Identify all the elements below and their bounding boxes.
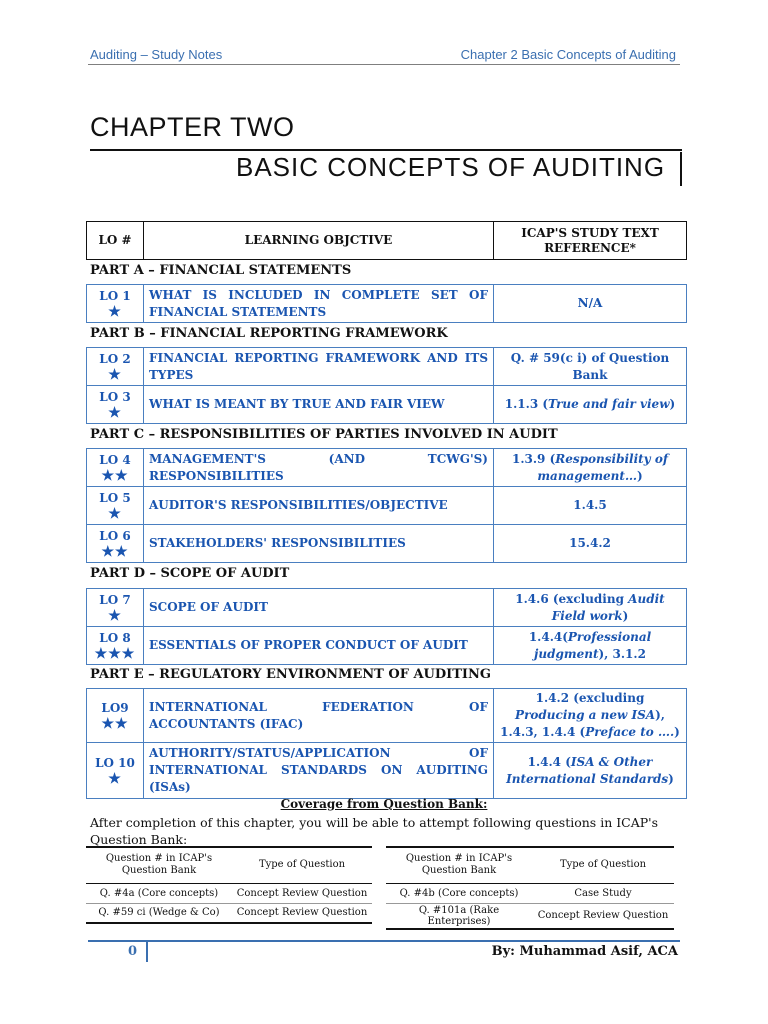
question-number-cell: Q. #101a (Rake Enterprises) <box>386 903 532 929</box>
reference-suffix: ) <box>669 397 676 411</box>
objective-cell: MANAGEMENT'S (AND TCWG'S) RESPONSIBILITIES <box>144 449 494 487</box>
lo-number: LO 7 <box>99 593 131 607</box>
reference-suffix: ) <box>636 468 643 483</box>
table-row <box>87 525 687 563</box>
star-rating-icon: ★ <box>108 771 122 787</box>
table-header-row <box>386 847 674 883</box>
lo-number: LO 6 <box>99 529 131 543</box>
lo-number: LO 5 <box>99 491 131 505</box>
question-number-header: Question # in ICAP's Question Bank <box>86 847 232 883</box>
star-rating-icon: ★★★ <box>94 646 136 662</box>
objective-cell: AUTHORITY/STATUS/APPLICATION OF INTERNATIONAL STANDARDS ON AUDITING (ISAs) <box>144 743 494 799</box>
table-header-row <box>86 847 372 883</box>
star-rating-icon: ★★ <box>101 544 129 560</box>
star-rating-icon: ★ <box>108 405 122 421</box>
table-row <box>87 627 687 665</box>
study-text-reference-header: ICAP'S STUDY TEXT REFERENCE* <box>494 222 687 260</box>
part-a-heading: PART A – FINANCIAL STATEMENTS <box>90 263 352 278</box>
table-row <box>87 487 687 525</box>
star-rating-icon: ★ <box>108 608 122 624</box>
lo-number-header: LO # <box>87 222 144 260</box>
reference-text: 1.4.2 (excluding <box>535 691 645 705</box>
part-c-heading: PART C – RESPONSIBILITIES OF PARTIES INVOLVED IN AUDIT <box>90 427 558 442</box>
reference-text: 1.4.6 (excluding <box>515 591 629 606</box>
objective-cell: ESSENTIALS OF PROPER CONDUCT OF AUDIT <box>144 627 494 665</box>
lo-cell <box>87 386 144 424</box>
reference-italic-line2: Preface to …. <box>585 725 675 739</box>
reference-text: 1.3.9 ( <box>512 451 556 466</box>
question-bank-table-right <box>386 846 674 930</box>
question-number-cell: Q. #4a (Core concepts) <box>86 883 232 903</box>
question-type-header: Type of Question <box>532 847 674 883</box>
reference-cell <box>494 449 687 487</box>
reference-cell <box>494 689 687 743</box>
reference-italic: ISA & Other International Standards <box>506 754 669 786</box>
lo-cell <box>87 348 144 386</box>
question-type-cell: Case Study <box>532 883 674 903</box>
reference-text: 15.4.2 <box>569 536 611 550</box>
footer-divider <box>88 940 680 942</box>
lo-number: LO 10 <box>95 756 135 770</box>
reference-cell <box>494 525 687 563</box>
objective-cell: INTERNATIONAL FEDERATION OF ACCOUNTANTS (IFAC) <box>144 689 494 743</box>
reference-cell <box>494 386 687 424</box>
running-header-left: Auditing – Study Notes <box>90 47 223 62</box>
lo-number: LO 4 <box>99 453 131 467</box>
running-header-right: Chapter 2 Basic Concepts of Auditing <box>460 47 676 62</box>
objective-cell: SCOPE OF AUDIT <box>144 589 494 627</box>
reference-text: 1.4.4( <box>528 629 568 644</box>
table-row <box>86 883 372 903</box>
reference-italic: Professional judgment <box>534 629 652 661</box>
part-d-heading: PART D – SCOPE OF AUDIT <box>90 566 290 581</box>
chapter-title: CHAPTER TWO <box>90 112 295 142</box>
objective-cell: STAKEHOLDERS' RESPONSIBILITIES <box>144 525 494 563</box>
lo-number: LO 3 <box>99 390 131 404</box>
reference-italic: Responsibility of management… <box>537 451 668 483</box>
reference-suffix: ), <box>655 708 665 722</box>
star-rating-icon: ★ <box>108 506 122 522</box>
reference-cell <box>494 627 687 665</box>
lo-number: LO 2 <box>99 352 131 366</box>
objective-cell: WHAT IS INCLUDED IN COMPLETE SET OF FINANCIAL STATEMENTS <box>144 285 494 323</box>
reference-cell <box>494 743 687 799</box>
reference-cell <box>494 487 687 525</box>
reference-suffix: ), 3.1.2 <box>598 646 646 661</box>
table-row <box>87 285 687 323</box>
reference-cell <box>494 348 687 386</box>
learning-objective-header: LEARNING OBJCTIVE <box>144 222 494 260</box>
coverage-title: Coverage from Question Bank: <box>280 797 488 811</box>
question-type-cell: Concept Review Question <box>532 903 674 929</box>
question-type-header: Type of Question <box>232 847 372 883</box>
question-number-header: Question # in ICAP's Question Bank <box>386 847 532 883</box>
objective-cell: WHAT IS MEANT BY TRUE AND FAIR VIEW <box>144 386 494 424</box>
chapter-title-divider <box>90 149 682 151</box>
reference-italic: True and fair view <box>548 397 670 411</box>
star-rating-icon: ★★ <box>101 468 129 484</box>
header-divider <box>88 64 680 65</box>
reference-text: N/A <box>577 296 603 310</box>
objective-cell: AUDITOR'S RESPONSIBILITIES/OBJECTIVE <box>144 487 494 525</box>
chapter-subtitle: BASIC CONCEPTS OF AUDITING <box>236 152 666 182</box>
part-e-table <box>86 688 687 799</box>
objective-cell: FINANCIAL REPORTING FRAMEWORK AND ITS TYPES <box>144 348 494 386</box>
reference-italic: Producing a new ISA <box>515 708 656 722</box>
question-bank-table-left <box>86 846 372 924</box>
table-row <box>386 903 674 929</box>
part-b-heading: PART B – FINANCIAL REPORTING FRAMEWORK <box>90 326 448 341</box>
part-b-table <box>86 347 687 424</box>
question-type-cell: Concept Review Question <box>232 883 372 903</box>
part-c-table <box>86 448 687 563</box>
lo-cell <box>87 525 144 563</box>
star-rating-icon: ★ <box>108 367 122 383</box>
lo-cell <box>87 449 144 487</box>
chapter-subtitle-bar <box>680 152 682 186</box>
table-row <box>87 386 687 424</box>
reference-suffix-line2: ) <box>674 725 680 739</box>
reference-italic: Audit Field work <box>551 591 665 623</box>
part-e-heading: PART E – REGULATORY ENVIRONMENT OF AUDITING <box>90 667 491 682</box>
lo-cell <box>87 589 144 627</box>
reference-cell <box>494 285 687 323</box>
lo-number: LO 1 <box>99 289 131 303</box>
lo-cell <box>87 743 144 799</box>
lo-number: LO9 <box>101 701 129 715</box>
part-d-table <box>86 588 687 665</box>
lo-cell <box>87 285 144 323</box>
table-row <box>87 348 687 386</box>
reference-suffix: ) <box>668 771 674 786</box>
reference-suffix: ) <box>622 608 629 623</box>
footer-page-bar <box>146 940 148 962</box>
lo-cell <box>87 689 144 743</box>
table-row <box>87 743 687 799</box>
reference-cell <box>494 589 687 627</box>
page-number: 0 <box>128 944 138 959</box>
question-number-cell: Q. #4b (Core concepts) <box>386 883 532 903</box>
reference-text-line2: 1.4.3, 1.4.4 ( <box>500 725 586 739</box>
objectives-table-header <box>86 221 687 260</box>
table-row <box>86 903 372 923</box>
question-number-cell: Q. #59 ci (Wedge & Co) <box>86 903 232 923</box>
coverage-intro: After completion of this chapter, you will be able to attempt following questions in ICAP's Question Bank: <box>90 815 659 847</box>
table-row <box>87 589 687 627</box>
lo-cell <box>87 487 144 525</box>
footer-author: By: Muhammad Asif, ACA <box>491 944 678 959</box>
table-row <box>87 689 687 743</box>
reference-text: Q. # 59(c i) of Question Bank <box>510 350 670 382</box>
lo-cell <box>87 627 144 665</box>
star-rating-icon: ★ <box>108 304 122 320</box>
question-type-cell: Concept Review Question <box>232 903 372 923</box>
lo-number: LO 8 <box>99 631 131 645</box>
reference-text: 1.4.4 ( <box>527 754 571 769</box>
part-a-table <box>86 284 687 323</box>
table-row <box>386 883 674 903</box>
star-rating-icon: ★★ <box>101 716 129 732</box>
reference-text: 1.1.3 ( <box>504 397 549 411</box>
table-row <box>87 449 687 487</box>
reference-text: 1.4.5 <box>573 498 607 512</box>
